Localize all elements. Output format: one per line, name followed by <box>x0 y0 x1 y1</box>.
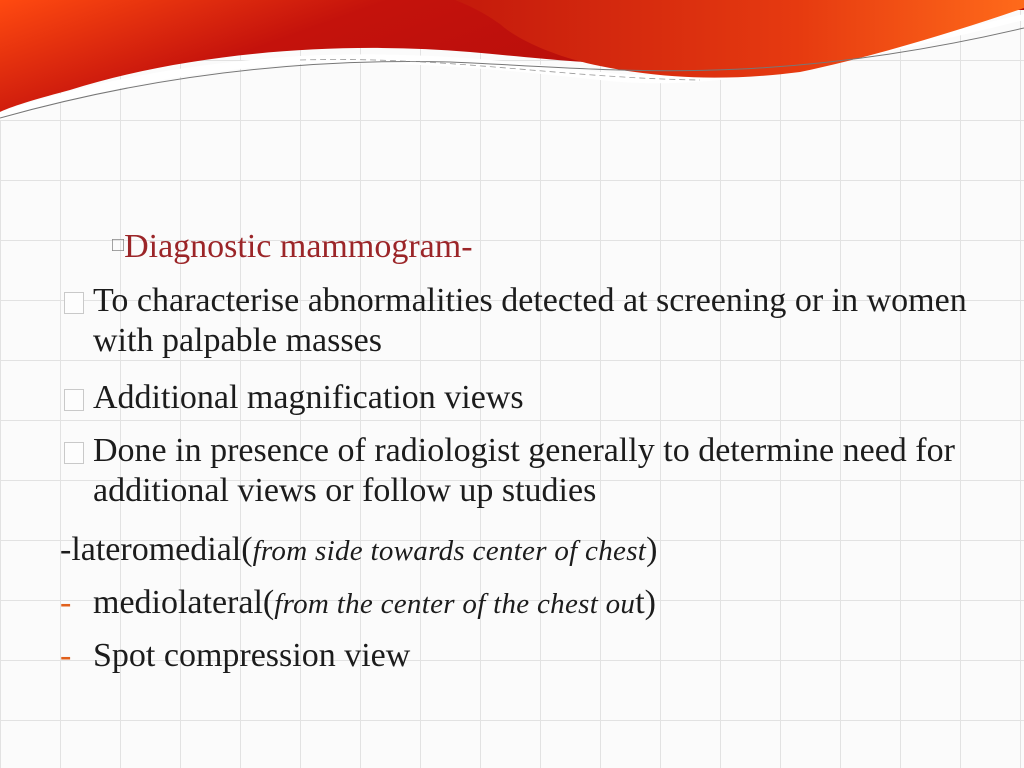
lateromedial-suffix: ) <box>646 531 658 568</box>
lateromedial-italic: from side towards center of chest <box>252 535 647 567</box>
title-bullet-glyph: □ <box>112 234 125 256</box>
title-text: Diagnostic mammogram- <box>124 228 473 265</box>
lateromedial-prefix: -lateromedial( <box>60 531 253 568</box>
mediolateral-text <box>93 583 656 624</box>
bullet-box-icon <box>64 292 84 314</box>
mediolateral-suffix: t) <box>635 584 656 621</box>
bullet-text: Done in presence of radiologist generally to determine need for additional views or follow up studies <box>93 432 955 509</box>
mediolateral-prefix: mediolateral( <box>93 584 275 621</box>
bullet-text: To characterise abnormalities detected at screening or in women with palpable masses <box>93 282 967 359</box>
slide-title <box>112 225 473 267</box>
bullet-text: Additional magnification views <box>93 379 524 416</box>
mediolateral-italic: from the center of the chest ou <box>274 588 636 620</box>
bullet-box-icon <box>64 442 84 464</box>
lateromedial-line <box>60 530 657 571</box>
dash-marker: - <box>60 637 72 674</box>
spot-compression-text: Spot compression view <box>93 637 411 674</box>
dash-marker: - <box>60 584 72 621</box>
bullet-box-icon <box>64 389 84 411</box>
